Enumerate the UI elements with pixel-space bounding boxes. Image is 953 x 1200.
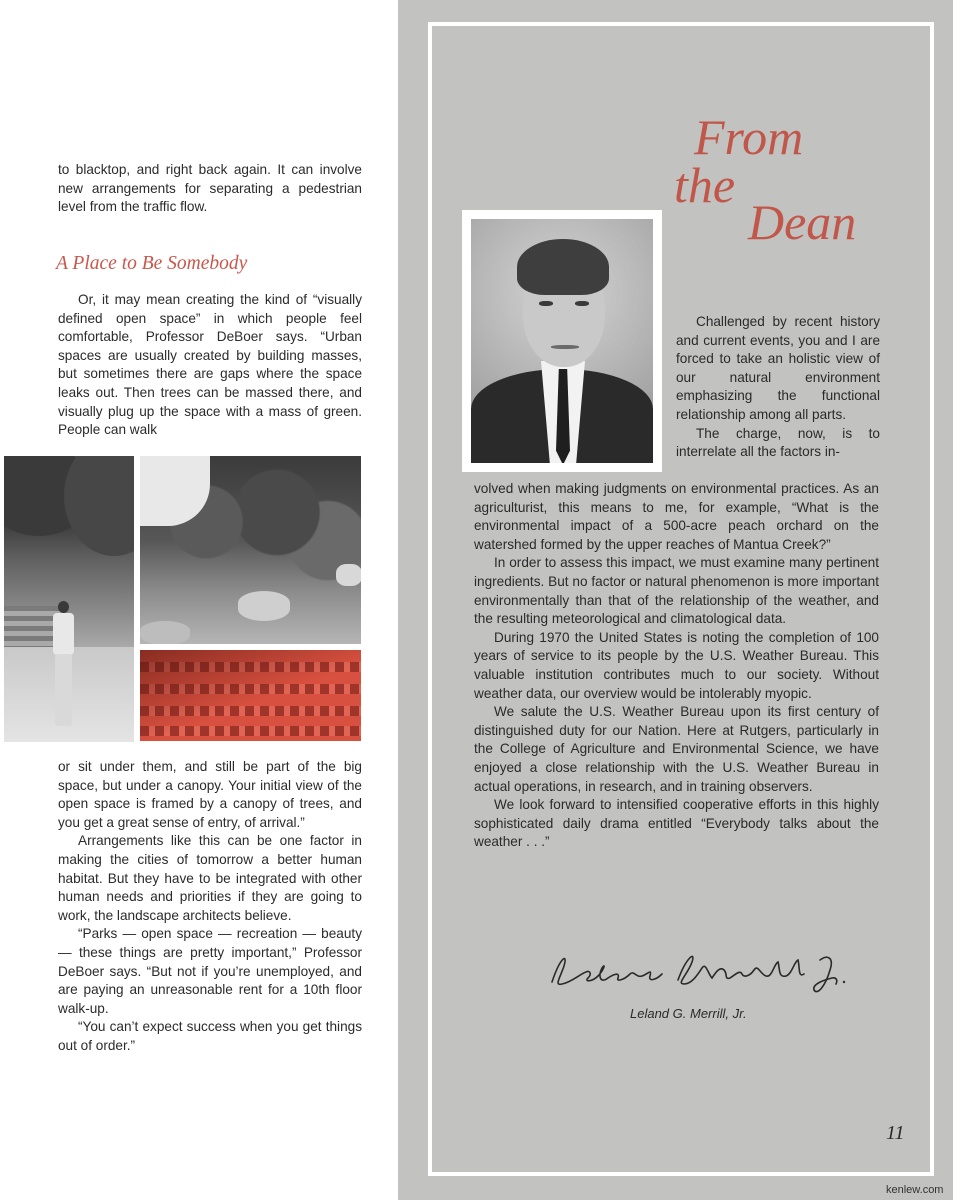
dean-letter-wrap [676, 313, 880, 462]
handwritten-signature [546, 944, 866, 1004]
letter-paragraph: volved when making judgments on environmental practices. As an agriculturist, this means to me, for example, “What is the environmental impact of a 500-acre peach orchard on the watershed formed by the upper reaches of Mantua Creek?” [474, 481, 879, 552]
walkway-photo [4, 456, 134, 742]
section-paragraph: Or, it may mean creating the kind of “visually defined open space” in which people feel comfortable, Professor DeBoer says. “Urban spaces are usually created by building masses, but sometimes there are gaps where the space leaks out. Then trees can be massed there, and visually plug up the space with a mass of green. People can walk [58, 292, 362, 438]
dean-portrait [462, 210, 662, 472]
letter-paragraph: We salute the U.S. Weather Bureau upon its first century of distinguished duty for our Nation. Here at Rutgers, particularly in the College of Agriculture and Environmental Science, we have enjoyed a close relationship with the U.S. Weather Bureau in actual operations, in research, and in training observers. [474, 704, 879, 794]
letter-paragraph: The charge, now, is to interrelate all the factors in- [676, 425, 880, 460]
after-photo-text [58, 758, 362, 1056]
right-page [398, 0, 953, 1200]
dean-letter-body [474, 480, 879, 852]
section-body [58, 291, 362, 440]
letter-paragraph: During 1970 the United States is noting the completion of 100 years of service to its people by the U.S. Weather Bureau. This valuable institution contributes much to our society. Without weather data, our overview would be intolerably myopic. [474, 629, 879, 701]
letter-paragraph: We look forward to intensified cooperative efforts in this highly sophisticated daily drama entitled “Everybody talks about the weather . . .” [474, 797, 879, 850]
section-heading: A Place to Be Somebody [56, 253, 248, 274]
title-the: the [674, 157, 736, 213]
body-paragraph: “Parks — open space — recreation — beauty — these things are pretty important,” Professor DeBoer says. “But not if you’re unemployed, and are paying an unreasonable rent for a 10th floor walk-up. [58, 926, 362, 1016]
intro-text [58, 161, 362, 217]
page-number: 11 [886, 1122, 905, 1144]
left-page [0, 0, 398, 1200]
body-paragraph: or sit under them, and still be part of the big space, but under a canopy. Your initial view of the open space is framed by a canopy of trees, and you get a great sense of entry, of arrival.” [58, 759, 362, 830]
garden-photo [140, 456, 361, 644]
letter-paragraph: In order to assess this impact, we must examine many pertinent ingredients. But no factor or natural phenomenon is more important environmentally than that of the relationship of the weather, and the resulting meteorological and climatological data. [474, 555, 879, 627]
signer-name: Leland G. Merrill, Jr. [630, 1006, 747, 1021]
letter-paragraph: Challenged by recent history and current events, you and I are forced to take an holistic view of our natural environment emphasizing the functional relationship among all parts. [676, 314, 880, 422]
red-tinted-photo [140, 650, 361, 741]
watermark: kenlew.com [886, 1184, 944, 1196]
body-paragraph: Arrangements like this can be one factor in making the cities of tomorrow a better human habitat. But they have to be integrated with other human needs and priorities if they are going to work, the landscape architects believe. [58, 833, 362, 923]
title-from: From [694, 109, 804, 165]
body-paragraph: “You can’t expect success when you get things out of order.” [58, 1019, 362, 1053]
title-dean: Dean [748, 194, 857, 250]
intro-paragraph: to blacktop, and right back again. It can involve new arrangements for separating a pedestrian level from the traffic flow. [58, 162, 362, 215]
